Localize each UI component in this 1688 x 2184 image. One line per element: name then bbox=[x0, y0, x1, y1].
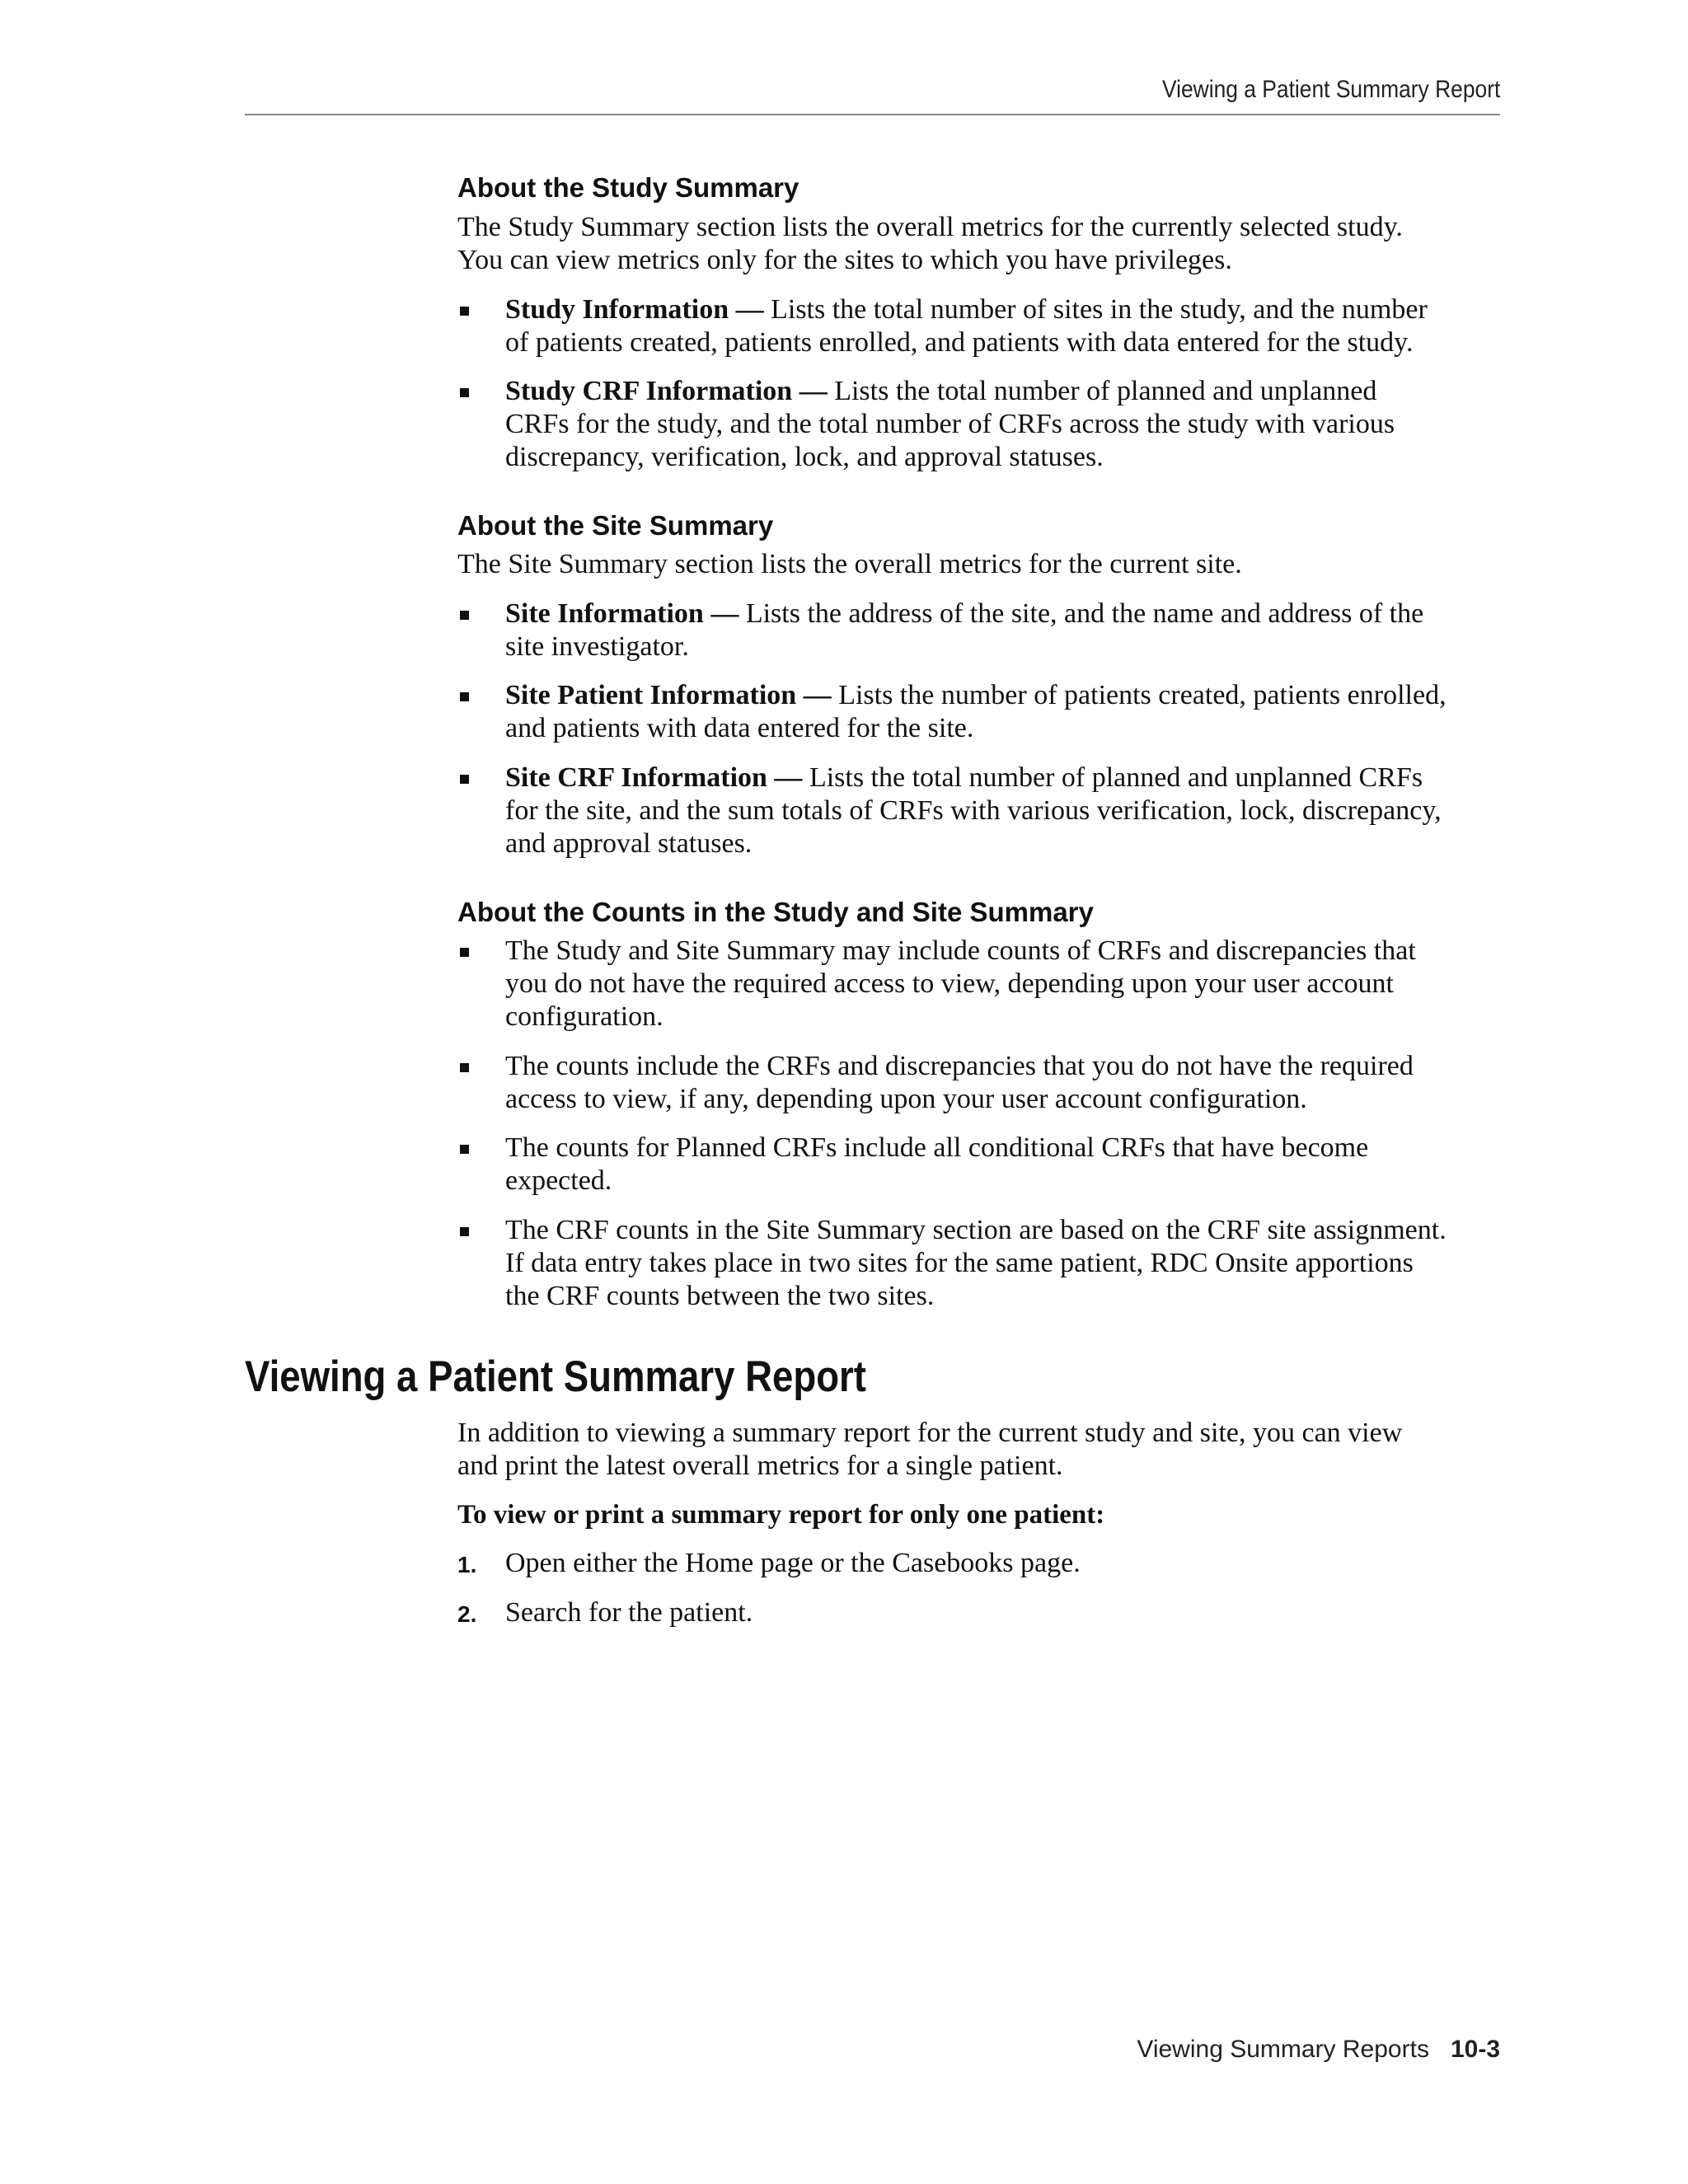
bullet-icon bbox=[460, 388, 469, 397]
bullet-icon bbox=[460, 775, 469, 784]
bullet-text-line: access to view, if any, depending upon your user account configuration. bbox=[505, 1084, 1307, 1114]
bullet-text-line: of patients created, patients enrolled, and patients with data entered for the study. bbox=[505, 327, 1414, 358]
bullet-icon bbox=[460, 611, 469, 620]
bullet-text-line: Lists the address of the site, and the name and address of the bbox=[745, 598, 1424, 629]
bullet-term: Study CRF Information — bbox=[505, 376, 828, 406]
patient-report-intro-line: and print the latest overall metrics for a single patient. bbox=[457, 1451, 1063, 1481]
bullet-icon bbox=[460, 307, 469, 316]
step-number: 2. bbox=[457, 1601, 477, 1627]
step-text: Search for the patient. bbox=[505, 1597, 753, 1628]
site-summary-intro-line: The Site Summary section lists the overall metrics for the current site. bbox=[457, 549, 1242, 579]
bullet-text-line: CRFs for the study, and the total number of CRFs across the study with various bbox=[505, 409, 1395, 439]
site-summary-heading: About the Site Summary bbox=[457, 510, 774, 541]
bullet-term: Study Information — bbox=[505, 294, 764, 325]
page-footer bbox=[1137, 2036, 1500, 2064]
running-header bbox=[245, 73, 1500, 115]
bullet-term: Site Information — bbox=[505, 598, 739, 629]
bullet-text-line: The counts include the CRFs and discrepancies that you do not have the required bbox=[505, 1051, 1414, 1081]
bullet-term: Site CRF Information — bbox=[505, 762, 803, 793]
footer-page-number: 10-3 bbox=[1450, 2036, 1500, 2063]
bullet-text-line: The CRF counts in the Site Summary section are based on the CRF site assignment. bbox=[505, 1215, 1447, 1245]
procedure-heading: To view or print a summary report for only one patient: bbox=[457, 1500, 1105, 1530]
step-item bbox=[457, 1547, 1512, 1580]
bullet-text-line: you do not have the required access to view, depending upon your user account bbox=[505, 968, 1394, 999]
step-item bbox=[457, 1596, 1512, 1629]
footer-chapter: Viewing Summary Reports bbox=[1137, 2036, 1429, 2063]
bullet-icon bbox=[460, 692, 469, 701]
bullet-text-line: and patients with data entered for the site. bbox=[505, 713, 974, 743]
bullet-icon bbox=[460, 1145, 469, 1154]
bullet-term: Site Patient Information — bbox=[505, 680, 832, 710]
bullet-text-line: Lists the total number of planned and unplanned bbox=[834, 376, 1377, 406]
bullet-icon bbox=[460, 1227, 469, 1236]
bullet-text-line: The counts for Planned CRFs include all conditional CRFs that have become bbox=[505, 1132, 1369, 1163]
study-summary-intro-line: The Study Summary section lists the overall metrics for the currently selected study. bbox=[457, 212, 1403, 242]
patient-report-intro-line: In addition to viewing a summary report for the current study and site, you can view bbox=[457, 1418, 1403, 1448]
running-header-title: Viewing a Patient Summary Report bbox=[1161, 76, 1500, 103]
bullet-text-line: The Study and Site Summary may include counts of CRFs and discrepancies that bbox=[505, 935, 1416, 966]
bullet-text-line: expected. bbox=[505, 1165, 612, 1196]
bullet-text-line: Lists the number of patients created, patients enrolled, bbox=[838, 680, 1447, 710]
study-summary-intro-line: You can view metrics only for the sites to which you have privileges. bbox=[457, 245, 1232, 275]
bullet-text-line: Lists the total number of sites in the study, and the number bbox=[771, 294, 1428, 325]
bullet-text-line: site investigator. bbox=[505, 631, 689, 662]
bullet-text-line: and approval statuses. bbox=[505, 828, 753, 859]
bullet-text-line: If data entry takes place in two sites for the same patient, RDC Onsite apportions bbox=[505, 1248, 1414, 1278]
bullet-text-line: discrepancy, verification, lock, and approval statuses. bbox=[505, 442, 1104, 472]
bullet-icon bbox=[460, 948, 469, 957]
bullet-text-line: for the site, and the sum totals of CRFs with various verification, lock, discrepancy, bbox=[505, 795, 1442, 826]
step-number: 1. bbox=[457, 1552, 477, 1577]
study-summary-heading: About the Study Summary bbox=[457, 172, 799, 203]
section-heading: Viewing a Patient Summary Report bbox=[245, 1352, 866, 1401]
bullet-text-line: Lists the total number of planned and unplanned CRFs bbox=[809, 762, 1423, 793]
step-text: Open either the Home page or the Casebooks page. bbox=[505, 1548, 1081, 1578]
bullet-text-line: the CRF counts between the two sites. bbox=[505, 1281, 935, 1311]
bullet-text-line: configuration. bbox=[505, 1001, 663, 1032]
counts-heading: About the Counts in the Study and Site Summary bbox=[457, 897, 1094, 927]
bullet-icon bbox=[460, 1063, 469, 1072]
